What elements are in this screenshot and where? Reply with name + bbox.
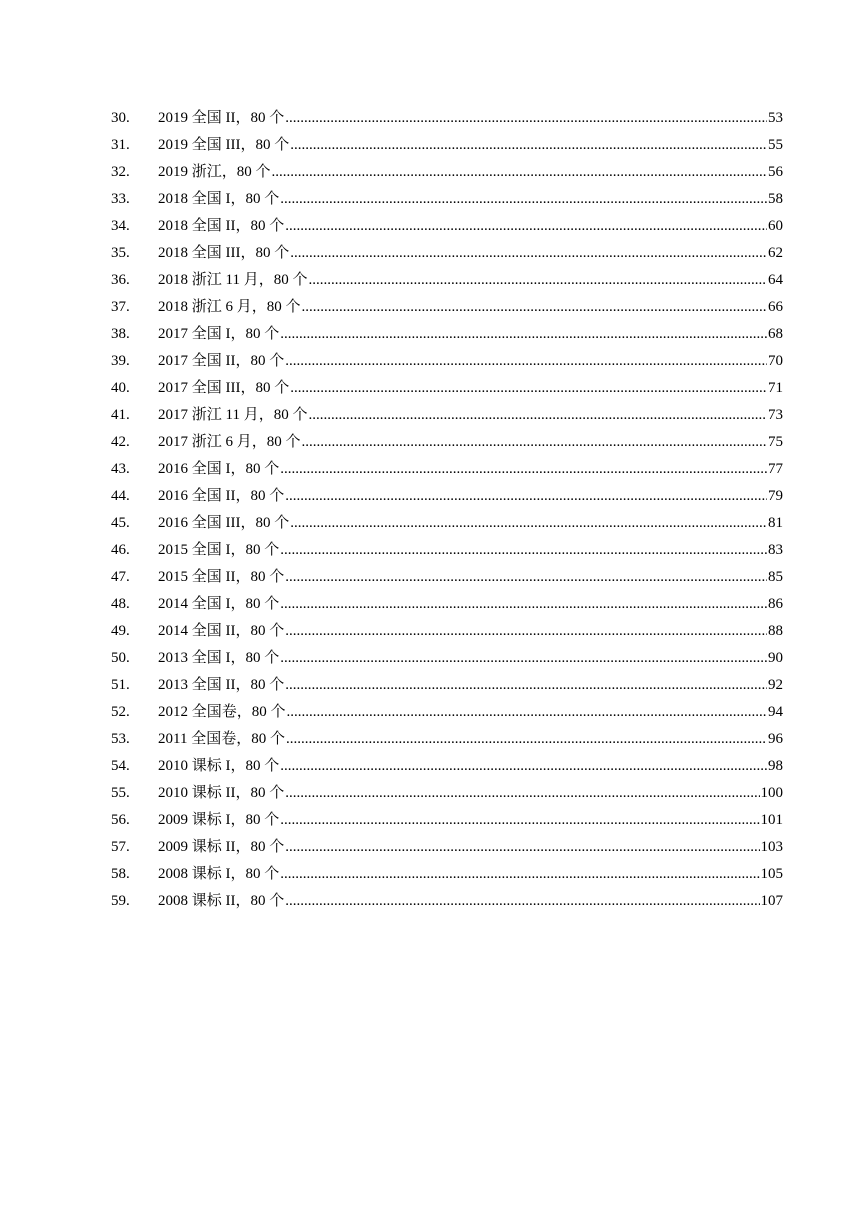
- toc-entry-number: 46.: [111, 542, 130, 558]
- toc-entry-title: 2019 全国 II，80 个: [158, 110, 285, 126]
- toc-entry-page-number: 58: [768, 191, 783, 207]
- toc-entry-title: 2010 课标 I，80 个: [158, 758, 280, 774]
- toc-entry-page-number: 90: [768, 650, 783, 666]
- toc-entry[interactable]: [111, 295, 783, 322]
- toc-entry[interactable]: [111, 214, 783, 241]
- toc-entry-number: 44.: [111, 488, 130, 504]
- toc-dot-leader: [272, 160, 767, 184]
- toc-entry-title: 2013 全国 II，80 个: [158, 677, 285, 693]
- toc-entry[interactable]: [111, 322, 783, 349]
- toc-dot-leader: [285, 889, 759, 913]
- toc-entry-title: 2009 课标 II，80 个: [158, 839, 285, 855]
- toc-entry-title: 2015 全国 I，80 个: [158, 542, 280, 558]
- toc-entry-page-number: 75: [768, 434, 783, 450]
- toc-entry-number: 54.: [111, 758, 130, 774]
- toc-entry-number: 40.: [111, 380, 130, 396]
- toc-entry-page-number: 68: [768, 326, 783, 342]
- toc-entry-number: 33.: [111, 191, 130, 207]
- toc-entry-number: 42.: [111, 434, 130, 450]
- toc-entry-page-number: 62: [768, 245, 783, 261]
- toc-entry[interactable]: [111, 700, 783, 727]
- toc-entry-page-number: 100: [760, 785, 783, 801]
- toc-entry[interactable]: [111, 727, 783, 754]
- toc-entry-page-number: 81: [768, 515, 783, 531]
- toc-entry-page-number: 70: [768, 353, 783, 369]
- toc-dot-leader: [285, 484, 767, 508]
- toc-entry-page-number: 55: [768, 137, 783, 153]
- toc-entry-number: 59.: [111, 893, 130, 909]
- toc-entry-title: 2008 课标 II，80 个: [158, 893, 285, 909]
- toc-entry-title: 2019 全国 III，80 个: [158, 137, 290, 153]
- toc-entry[interactable]: [111, 619, 783, 646]
- toc-dot-leader: [280, 592, 767, 616]
- toc-entry-page-number: 77: [768, 461, 783, 477]
- toc-dot-leader: [280, 538, 767, 562]
- toc-entry[interactable]: [111, 349, 783, 376]
- toc-dot-leader: [290, 376, 767, 400]
- toc-entry-number: 53.: [111, 731, 130, 747]
- toc-entry-number: 49.: [111, 623, 130, 639]
- toc-entry-number: 43.: [111, 461, 130, 477]
- toc-entry[interactable]: [111, 403, 783, 430]
- toc-entry-number: 57.: [111, 839, 130, 855]
- toc-entry[interactable]: [111, 754, 783, 781]
- toc-dot-leader: [285, 565, 767, 589]
- toc-entry[interactable]: [111, 160, 783, 187]
- toc-entry[interactable]: [111, 241, 783, 268]
- toc-dot-leader: [285, 349, 767, 373]
- toc-entry[interactable]: [111, 430, 783, 457]
- toc-dot-leader: [285, 214, 767, 238]
- toc-dot-leader: [308, 268, 767, 292]
- toc-entry[interactable]: [111, 538, 783, 565]
- toc-entry-title: 2011 全国卷，80 个: [158, 731, 285, 747]
- toc-entry-page-number: 103: [760, 839, 783, 855]
- toc-entry-title: 2014 全国 II，80 个: [158, 623, 285, 639]
- toc-entry-title: 2008 课标 I，80 个: [158, 866, 280, 882]
- toc-entry-title: 2016 全国 III，80 个: [158, 515, 290, 531]
- toc-dot-leader: [287, 700, 767, 724]
- toc-entry-title: 2013 全国 I，80 个: [158, 650, 280, 666]
- toc-dot-leader: [290, 241, 767, 265]
- toc-dot-leader: [290, 511, 767, 535]
- toc-entry[interactable]: [111, 484, 783, 511]
- toc-entry-number: 51.: [111, 677, 130, 693]
- toc-entry-page-number: 71: [768, 380, 783, 396]
- toc-entry-page-number: 88: [768, 623, 783, 639]
- toc-entry-number: 55.: [111, 785, 130, 801]
- toc-entry[interactable]: [111, 889, 783, 916]
- toc-entry-number: 58.: [111, 866, 130, 882]
- toc-entry-title: 2017 全国 I，80 个: [158, 326, 280, 342]
- toc-entry[interactable]: [111, 268, 783, 295]
- toc-entry-title: 2012 全国卷，80 个: [158, 704, 286, 720]
- toc-entry-page-number: 53: [768, 110, 783, 126]
- toc-entry-title: 2018 全国 I，80 个: [158, 191, 280, 207]
- toc-entry-title: 2018 全国 II，80 个: [158, 218, 285, 234]
- toc-entry-page-number: 101: [760, 812, 783, 828]
- toc-entry-title: 2017 全国 II，80 个: [158, 353, 285, 369]
- toc-entry-page-number: 107: [760, 893, 783, 909]
- toc-entry-page-number: 79: [768, 488, 783, 504]
- toc-entry-number: 36.: [111, 272, 130, 288]
- toc-dot-leader: [302, 430, 767, 454]
- toc-dot-leader: [290, 133, 767, 157]
- toc-entry-number: 37.: [111, 299, 130, 315]
- toc-dot-leader: [280, 646, 767, 670]
- toc-dot-leader: [280, 862, 759, 886]
- toc-entry-number: 39.: [111, 353, 130, 369]
- toc-entry-number: 48.: [111, 596, 130, 612]
- toc-entry-number: 41.: [111, 407, 130, 423]
- toc-entry[interactable]: [111, 187, 783, 214]
- toc-entry-number: 47.: [111, 569, 130, 585]
- toc-entry-title: 2015 全国 II，80 个: [158, 569, 285, 585]
- toc-dot-leader: [280, 808, 759, 832]
- toc-dot-leader: [302, 295, 767, 319]
- toc-entry-number: 31.: [111, 137, 130, 153]
- toc-entry[interactable]: [111, 673, 783, 700]
- toc-entry-title: 2017 浙江 11 月，80 个: [158, 407, 308, 423]
- toc-entry-title: 2017 全国 III，80 个: [158, 380, 290, 396]
- toc-entry-page-number: 105: [760, 866, 783, 882]
- toc-entry-title: 2014 全国 I，80 个: [158, 596, 280, 612]
- toc-entry-number: 52.: [111, 704, 130, 720]
- table-of-contents: [111, 106, 783, 916]
- toc-dot-leader: [285, 106, 767, 130]
- toc-entry-title: 2010 课标 II，80 个: [158, 785, 285, 801]
- toc-dot-leader: [280, 322, 767, 346]
- toc-entry-page-number: 86: [768, 596, 783, 612]
- toc-entry[interactable]: [111, 376, 783, 403]
- toc-entry-page-number: 96: [768, 731, 783, 747]
- toc-entry-title: 2018 浙江 11 月，80 个: [158, 272, 308, 288]
- toc-entry-page-number: 98: [768, 758, 783, 774]
- toc-entry-title: 2018 全国 III，80 个: [158, 245, 290, 261]
- toc-entry-page-number: 56: [768, 164, 783, 180]
- toc-dot-leader: [285, 781, 759, 805]
- toc-dot-leader: [285, 835, 759, 859]
- toc-entry-number: 45.: [111, 515, 130, 531]
- toc-dot-leader: [308, 403, 767, 427]
- toc-entry-number: 38.: [111, 326, 130, 342]
- toc-entry-number: 35.: [111, 245, 130, 261]
- toc-entry-number: 50.: [111, 650, 130, 666]
- toc-entry[interactable]: [111, 808, 783, 835]
- toc-entry-title: 2019 浙江，80 个: [158, 164, 271, 180]
- toc-entry-page-number: 92: [768, 677, 783, 693]
- toc-entry-page-number: 60: [768, 218, 783, 234]
- toc-entry-title: 2016 全国 I，80 个: [158, 461, 280, 477]
- toc-entry[interactable]: [111, 592, 783, 619]
- toc-dot-leader: [280, 457, 767, 481]
- toc-entry-number: 56.: [111, 812, 130, 828]
- toc-dot-leader: [286, 727, 767, 751]
- toc-entry-number: 32.: [111, 164, 130, 180]
- toc-entry[interactable]: [111, 106, 783, 133]
- toc-dot-leader: [285, 673, 767, 697]
- toc-entry-title: 2016 全国 II，80 个: [158, 488, 285, 504]
- toc-entry[interactable]: [111, 646, 783, 673]
- toc-entry[interactable]: [111, 781, 783, 808]
- toc-entry-page-number: 66: [768, 299, 783, 315]
- toc-entry-page-number: 85: [768, 569, 783, 585]
- toc-dot-leader: [280, 754, 767, 778]
- toc-dot-leader: [280, 187, 767, 211]
- toc-entry[interactable]: [111, 457, 783, 484]
- toc-entry-page-number: 83: [768, 542, 783, 558]
- toc-entry-number: 34.: [111, 218, 130, 234]
- toc-entry[interactable]: [111, 133, 783, 160]
- toc-entry-number: 30.: [111, 110, 130, 126]
- toc-entry-title: 2009 课标 I，80 个: [158, 812, 280, 828]
- toc-entry[interactable]: [111, 565, 783, 592]
- toc-entry[interactable]: [111, 835, 783, 862]
- toc-entry-title: 2017 浙江 6 月，80 个: [158, 434, 301, 450]
- toc-entry[interactable]: [111, 511, 783, 538]
- toc-entry-page-number: 64: [768, 272, 783, 288]
- toc-entry[interactable]: [111, 862, 783, 889]
- toc-entry-page-number: 73: [768, 407, 783, 423]
- toc-entry-page-number: 94: [768, 704, 783, 720]
- toc-dot-leader: [285, 619, 767, 643]
- toc-entry-title: 2018 浙江 6 月，80 个: [158, 299, 301, 315]
